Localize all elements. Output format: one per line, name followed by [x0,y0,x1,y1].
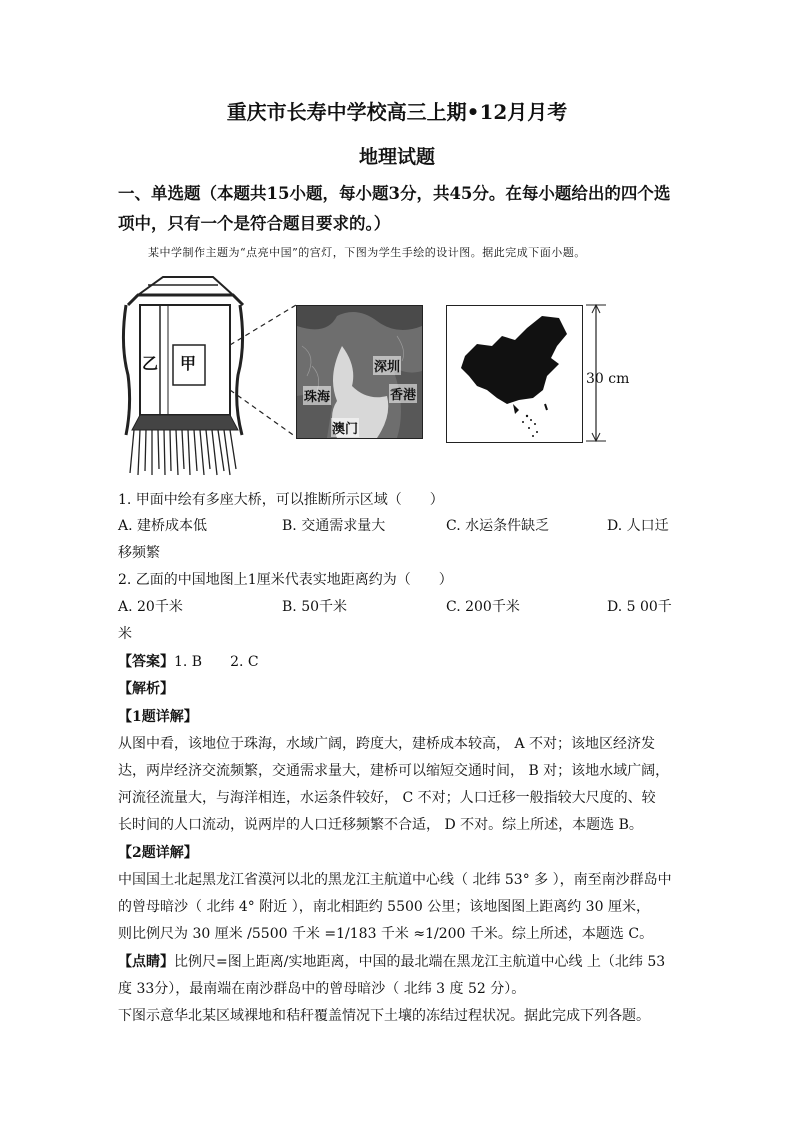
q1-option-d: D. 人口迁 [607,518,669,534]
q2-detail-line: 则比例尺为 30 厘米 /5500 千米 =1/183 千米 ≈1/200 千米。综上所述，本题选 C。 [118,926,654,942]
china-map-panel [446,305,583,443]
answer-text: 1. B 2. C [174,654,259,670]
section-heading-line2: 项中，只有一个是符合题目要求的。） [118,214,391,233]
q2-option-a: A. 20千米 [118,599,183,615]
q2-option-b: B. 50千米 [282,599,348,615]
q2-option-d: D. 5 00千 [607,599,672,615]
label-shenzhen: 深圳 [373,356,401,375]
scale-label: 30 cm [586,371,630,387]
q2-detail-line: 中国国土北起黑龙江省漠河以北的黑龙江主航道中心线（ 北纬 53° 多 ），南至南沙群岛中 [118,872,672,888]
satellite-photo-pearl-river [296,305,423,439]
question-2-stem: 2. 乙面的中国地图上1厘米代表实地距离约为（ ） [118,572,453,588]
china-map-silhouette [447,306,582,442]
answer-tag: 【答案】 [118,654,174,670]
analysis-tag: 【解析】 [118,681,174,697]
page-subtitle: 地理试题 [358,146,435,168]
q1-detail-line: 长时间的人口流动，说两岸的人口迁移频繁不合适， D 不对。综上所述，本题选 B。 [118,817,643,833]
q1-detail-line: 河流径流量大，与海洋相连，水运条件较好， C 不对；人口迁移一般指较大尺度的、较 [118,790,656,806]
dianjing-line1 [118,951,688,971]
section-heading-line1: 一、单选题（本题共15小题，每小题3分，共45分。在每小题给出的四个选 [118,184,671,203]
dianjing-tag: 【点睛】 [118,954,174,970]
label-hongkong: 香港 [389,384,417,403]
dianjing-text: 比例尺=图上距离/实地距离，中国的最北端在黑龙江主航道中心线 上（北纬 53 [174,954,666,970]
lamp-face-yi-label: 乙 [142,351,158,374]
q2-detail-tag: 【2题详解】 [118,845,198,861]
label-zhuhai: 珠海 [303,386,331,405]
q1-option-d-wrap: 移频繁 [118,545,160,561]
page-title: 重庆市长寿中学校高三上期•12月月考 [226,100,568,124]
lamp-face-jia-label: 甲 [180,351,196,374]
question-1-stem: 1. 甲面中绘有多座大桥，可以推断所示区域（ ） [118,492,444,508]
q2-option-d-wrap: 米 [118,626,132,642]
dianjing-line2: 度 33分），最南端在南沙群岛中的曾母暗沙（ 北纬 3 度 52 分）。 [118,981,526,997]
question-intro: 某中学制作主题为“点亮中国”的宫灯，下图为学生手绘的设计图。据此完成下面小题。 [148,246,586,259]
q1-detail-line: 从图中看，该地位于珠海，水域广阔，跨度大，建桥成本较高， A 不对；该地区经济发 [118,736,656,752]
answer-line [118,651,688,671]
q1-option-c: C. 水运条件缺乏 [446,518,550,534]
label-macau: 澳门 [331,418,359,437]
q2-option-c: C. 200千米 [446,599,520,615]
satellite-texture [297,306,422,438]
q2-detail-line: 的曾母暗沙（ 北纬 4° 附近 ），南北相距约 5500 公里；该地图图上距离约 30 厘米， [118,899,650,915]
next-question-intro: 下图示意华北某区域裸地和秸秆覆盖情况下土壤的冻结过程状况。据此完成下列各题。 [118,1008,650,1024]
q1-detail-tag: 【1题详解】 [118,709,198,725]
q1-detail-line: 达，两岸经济交流频繁，交通需求量大，建桥可以缩短交通时间， B 对；该地水域广阔， [118,763,670,779]
q1-option-a: A. 建桥成本低 [118,518,208,534]
q1-option-b: B. 交通需求量大 [282,518,386,534]
lantern-figure [118,265,630,480]
